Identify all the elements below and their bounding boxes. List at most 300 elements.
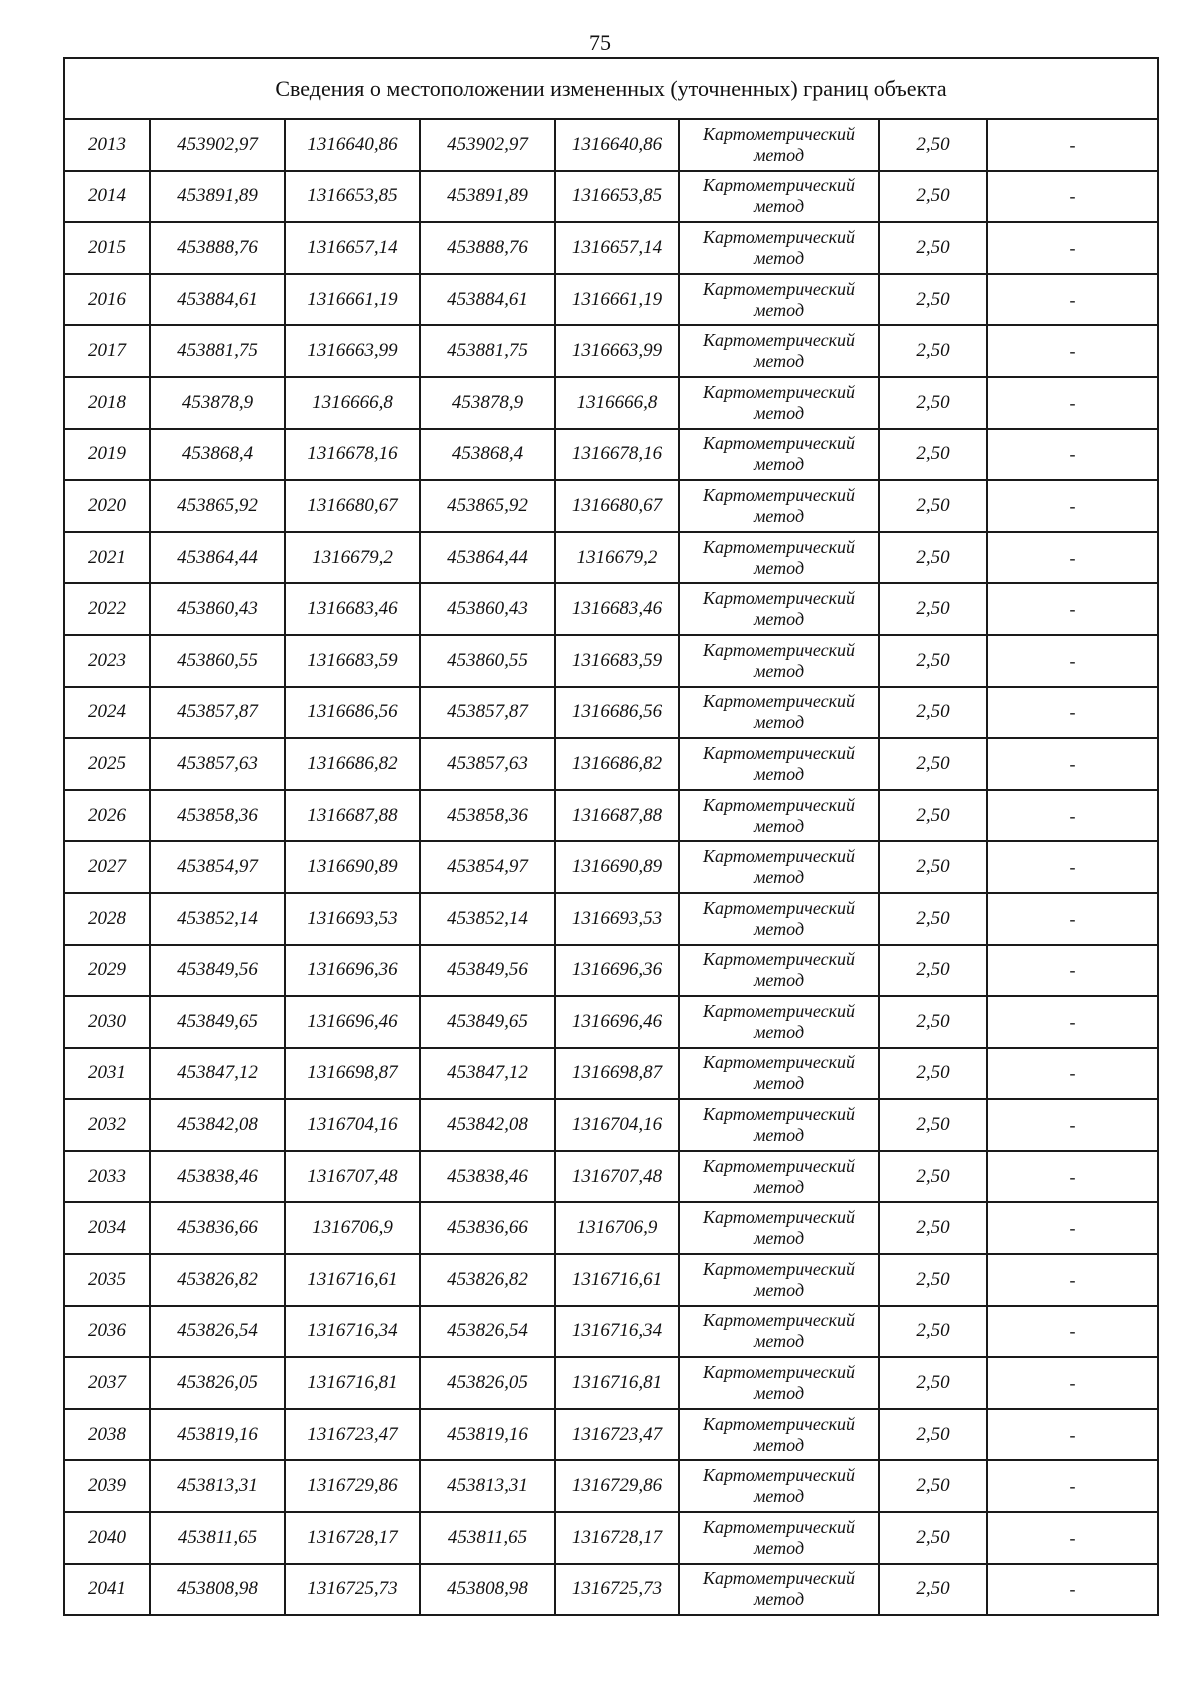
y-coordinate-new-cell: 1316666,8 (555, 377, 679, 429)
y-coordinate-new-cell: 1316687,88 (555, 790, 679, 842)
accuracy-cell: 2,50 (879, 171, 987, 223)
note-cell: - (987, 119, 1158, 171)
y-coordinate-new-cell: 1316729,86 (555, 1460, 679, 1512)
y-coordinate-new-cell: 1316716,61 (555, 1254, 679, 1306)
method-line-1: Картометрический (702, 433, 855, 454)
method-cell (679, 1460, 879, 1512)
method-line-1: Картометрический (702, 1207, 855, 1228)
note-cell: - (987, 1357, 1158, 1409)
accuracy-cell: 2,50 (879, 1512, 987, 1564)
accuracy-cell: 2,50 (879, 996, 987, 1048)
accuracy-cell: 2,50 (879, 119, 987, 171)
method-cell (679, 1357, 879, 1409)
method-line-1: Картометрический (702, 330, 855, 351)
y-coordinate-new-cell: 1316704,16 (555, 1099, 679, 1151)
method-cell (679, 1512, 879, 1564)
accuracy-cell: 2,50 (879, 274, 987, 326)
note-cell: - (987, 532, 1158, 584)
method-cell (679, 635, 879, 687)
method-cell (679, 790, 879, 842)
y-coordinate-new-cell: 1316683,59 (555, 635, 679, 687)
method-line-1: Картометрический (702, 1258, 855, 1279)
x-coordinate-cell: 453811,65 (150, 1512, 285, 1564)
x-coordinate-cell: 453842,08 (150, 1099, 285, 1151)
table-row (64, 583, 1158, 635)
note-cell: - (987, 945, 1158, 997)
point-number-cell: 2017 (64, 325, 150, 377)
point-number-cell: 2024 (64, 687, 150, 739)
table-row (64, 325, 1158, 377)
x-coordinate-new-cell: 453842,08 (420, 1099, 555, 1151)
y-coordinate-cell: 1316679,2 (285, 532, 420, 584)
method-line-2: метод (753, 1331, 805, 1352)
table-row (64, 429, 1158, 481)
method-line-2: метод (753, 402, 805, 423)
note-cell: - (987, 480, 1158, 532)
y-coordinate-new-cell: 1316657,14 (555, 222, 679, 274)
x-coordinate-cell: 453849,65 (150, 996, 285, 1048)
note-cell: - (987, 635, 1158, 687)
method-cell (679, 841, 879, 893)
method-line-1: Картометрический (702, 123, 855, 144)
method-cell (679, 1564, 879, 1616)
x-coordinate-new-cell: 453860,43 (420, 583, 555, 635)
x-coordinate-cell: 453813,31 (150, 1460, 285, 1512)
note-cell: - (987, 274, 1158, 326)
accuracy-cell: 2,50 (879, 841, 987, 893)
method-line-2: метод (753, 660, 805, 681)
x-coordinate-new-cell: 453858,36 (420, 790, 555, 842)
method-cell (679, 996, 879, 1048)
table-row (64, 945, 1158, 997)
method-line-2: метод (753, 1383, 805, 1404)
table-row (64, 171, 1158, 223)
x-coordinate-new-cell: 453849,65 (420, 996, 555, 1048)
x-coordinate-cell: 453857,63 (150, 738, 285, 790)
method-line-2: метод (753, 454, 805, 475)
x-coordinate-new-cell: 453847,12 (420, 1048, 555, 1100)
method-line-2: метод (753, 196, 805, 217)
note-cell: - (987, 377, 1158, 429)
boundary-coordinates-table (63, 57, 1159, 1616)
x-coordinate-cell: 453847,12 (150, 1048, 285, 1100)
accuracy-cell: 2,50 (879, 790, 987, 842)
y-coordinate-new-cell: 1316661,19 (555, 274, 679, 326)
point-number-cell: 2032 (64, 1099, 150, 1151)
method-line-1: Картометрический (702, 1052, 855, 1073)
point-number-cell: 2041 (64, 1564, 150, 1616)
method-cell (679, 738, 879, 790)
note-cell: - (987, 429, 1158, 481)
x-coordinate-new-cell: 453881,75 (420, 325, 555, 377)
table-row (64, 738, 1158, 790)
point-number-cell: 2035 (64, 1254, 150, 1306)
x-coordinate-cell: 453860,55 (150, 635, 285, 687)
y-coordinate-cell: 1316707,48 (285, 1151, 420, 1203)
x-coordinate-cell: 453881,75 (150, 325, 285, 377)
table-row (64, 1254, 1158, 1306)
x-coordinate-cell: 453865,92 (150, 480, 285, 532)
y-coordinate-cell: 1316686,82 (285, 738, 420, 790)
accuracy-cell: 2,50 (879, 1409, 987, 1461)
accuracy-cell: 2,50 (879, 1306, 987, 1358)
y-coordinate-cell: 1316683,59 (285, 635, 420, 687)
point-number-cell: 2018 (64, 377, 150, 429)
y-coordinate-cell: 1316687,88 (285, 790, 420, 842)
y-coordinate-cell: 1316706,9 (285, 1202, 420, 1254)
method-cell (679, 1048, 879, 1100)
method-line-2: метод (753, 970, 805, 991)
method-line-2: метод (753, 1434, 805, 1455)
x-coordinate-cell: 453836,66 (150, 1202, 285, 1254)
note-cell: - (987, 1202, 1158, 1254)
table-row (64, 1512, 1158, 1564)
method-cell (679, 222, 879, 274)
method-line-1: Картометрический (702, 1568, 855, 1589)
method-cell (679, 429, 879, 481)
method-line-2: метод (753, 1073, 805, 1094)
note-cell: - (987, 325, 1158, 377)
point-number-cell: 2036 (64, 1306, 150, 1358)
note-cell: - (987, 996, 1158, 1048)
x-coordinate-cell: 453854,97 (150, 841, 285, 893)
x-coordinate-new-cell: 453902,97 (420, 119, 555, 171)
table-title: Сведения о местоположении измененных (уточненных) границ объекта (64, 58, 1158, 119)
note-cell: - (987, 1254, 1158, 1306)
y-coordinate-cell: 1316666,8 (285, 377, 420, 429)
accuracy-cell: 2,50 (879, 1564, 987, 1616)
accuracy-cell: 2,50 (879, 1202, 987, 1254)
method-line-1: Картометрический (702, 639, 855, 660)
x-coordinate-new-cell: 453836,66 (420, 1202, 555, 1254)
y-coordinate-cell: 1316657,14 (285, 222, 420, 274)
method-line-2: метод (753, 1125, 805, 1146)
method-line-1: Картометрический (702, 1465, 855, 1486)
x-coordinate-new-cell: 453891,89 (420, 171, 555, 223)
x-coordinate-new-cell: 453857,63 (420, 738, 555, 790)
accuracy-cell: 2,50 (879, 1460, 987, 1512)
note-cell: - (987, 893, 1158, 945)
x-coordinate-cell: 453852,14 (150, 893, 285, 945)
y-coordinate-new-cell: 1316653,85 (555, 171, 679, 223)
x-coordinate-cell: 453888,76 (150, 222, 285, 274)
table-row (64, 893, 1158, 945)
method-cell (679, 1099, 879, 1151)
method-cell (679, 171, 879, 223)
method-line-2: метод (753, 1537, 805, 1558)
y-coordinate-cell: 1316686,56 (285, 687, 420, 739)
table-row (64, 790, 1158, 842)
note-cell: - (987, 841, 1158, 893)
x-coordinate-new-cell: 453868,4 (420, 429, 555, 481)
method-cell (679, 893, 879, 945)
table-row (64, 1151, 1158, 1203)
point-number-cell: 2028 (64, 893, 150, 945)
x-coordinate-new-cell: 453826,05 (420, 1357, 555, 1409)
x-coordinate-new-cell: 453854,97 (420, 841, 555, 893)
x-coordinate-cell: 453878,9 (150, 377, 285, 429)
x-coordinate-new-cell: 453860,55 (420, 635, 555, 687)
accuracy-cell: 2,50 (879, 1151, 987, 1203)
x-coordinate-cell: 453826,54 (150, 1306, 285, 1358)
method-line-2: метод (753, 1021, 805, 1042)
note-cell: - (987, 790, 1158, 842)
method-cell (679, 1254, 879, 1306)
table-row (64, 274, 1158, 326)
method-cell (679, 274, 879, 326)
y-coordinate-new-cell: 1316696,46 (555, 996, 679, 1048)
note-cell: - (987, 583, 1158, 635)
table-body (64, 58, 1158, 1615)
method-line-1: Картометрический (702, 175, 855, 196)
method-line-2: метод (753, 1279, 805, 1300)
accuracy-cell: 2,50 (879, 635, 987, 687)
table-row (64, 635, 1158, 687)
method-line-2: метод (753, 815, 805, 836)
x-coordinate-cell: 453819,16 (150, 1409, 285, 1461)
method-line-2: метод (753, 247, 805, 268)
method-line-1: Картометрический (702, 1000, 855, 1021)
point-number-cell: 2016 (64, 274, 150, 326)
accuracy-cell: 2,50 (879, 480, 987, 532)
table-row (64, 377, 1158, 429)
note-cell: - (987, 1460, 1158, 1512)
method-line-1: Картометрический (702, 1516, 855, 1537)
point-number-cell: 2029 (64, 945, 150, 997)
method-line-1: Картометрический (702, 588, 855, 609)
method-line-2: метод (753, 1486, 805, 1507)
page-number: 75 (589, 30, 611, 55)
x-coordinate-cell: 453858,36 (150, 790, 285, 842)
y-coordinate-cell: 1316716,61 (285, 1254, 420, 1306)
table-row (64, 1306, 1158, 1358)
point-number-cell: 2023 (64, 635, 150, 687)
y-coordinate-new-cell: 1316725,73 (555, 1564, 679, 1616)
table-row (64, 222, 1158, 274)
method-cell (679, 687, 879, 739)
note-cell: - (987, 687, 1158, 739)
note-cell: - (987, 1099, 1158, 1151)
note-cell: - (987, 1409, 1158, 1461)
accuracy-cell: 2,50 (879, 532, 987, 584)
x-coordinate-cell: 453849,56 (150, 945, 285, 997)
method-line-2: метод (753, 144, 805, 165)
x-coordinate-new-cell: 453849,56 (420, 945, 555, 997)
y-coordinate-new-cell: 1316640,86 (555, 119, 679, 171)
point-number-cell: 2025 (64, 738, 150, 790)
x-coordinate-cell: 453884,61 (150, 274, 285, 326)
x-coordinate-new-cell: 453826,54 (420, 1306, 555, 1358)
y-coordinate-cell: 1316696,46 (285, 996, 420, 1048)
method-line-2: метод (753, 505, 805, 526)
table-row (64, 1409, 1158, 1461)
x-coordinate-cell: 453891,89 (150, 171, 285, 223)
method-line-1: Картометрический (702, 278, 855, 299)
y-coordinate-new-cell: 1316686,56 (555, 687, 679, 739)
y-coordinate-cell: 1316723,47 (285, 1409, 420, 1461)
table-row (64, 687, 1158, 739)
point-number-cell: 2020 (64, 480, 150, 532)
method-cell (679, 325, 879, 377)
point-number-cell: 2015 (64, 222, 150, 274)
table-row (64, 119, 1158, 171)
y-coordinate-cell: 1316696,36 (285, 945, 420, 997)
y-coordinate-cell: 1316640,86 (285, 119, 420, 171)
method-line-1: Картометрический (702, 742, 855, 763)
point-number-cell: 2040 (64, 1512, 150, 1564)
note-cell: - (987, 222, 1158, 274)
table-row (64, 1357, 1158, 1409)
accuracy-cell: 2,50 (879, 687, 987, 739)
method-cell (679, 480, 879, 532)
table-row (64, 841, 1158, 893)
x-coordinate-new-cell: 453808,98 (420, 1564, 555, 1616)
x-coordinate-new-cell: 453884,61 (420, 274, 555, 326)
x-coordinate-cell: 453868,4 (150, 429, 285, 481)
x-coordinate-new-cell: 453811,65 (420, 1512, 555, 1564)
method-line-2: метод (753, 557, 805, 578)
accuracy-cell: 2,50 (879, 583, 987, 635)
point-number-cell: 2013 (64, 119, 150, 171)
point-number-cell: 2033 (64, 1151, 150, 1203)
point-number-cell: 2030 (64, 996, 150, 1048)
y-coordinate-cell: 1316680,67 (285, 480, 420, 532)
method-line-1: Картометрический (702, 1362, 855, 1383)
accuracy-cell: 2,50 (879, 1357, 987, 1409)
point-number-cell: 2039 (64, 1460, 150, 1512)
x-coordinate-new-cell: 453826,82 (420, 1254, 555, 1306)
x-coordinate-cell: 453808,98 (150, 1564, 285, 1616)
note-cell: - (987, 1306, 1158, 1358)
y-coordinate-new-cell: 1316679,2 (555, 532, 679, 584)
note-cell: - (987, 1048, 1158, 1100)
y-coordinate-cell: 1316690,89 (285, 841, 420, 893)
accuracy-cell: 2,50 (879, 377, 987, 429)
y-coordinate-cell: 1316728,17 (285, 1512, 420, 1564)
y-coordinate-cell: 1316653,85 (285, 171, 420, 223)
method-line-1: Картометрический (702, 484, 855, 505)
method-line-1: Картометрический (702, 846, 855, 867)
method-cell (679, 1306, 879, 1358)
point-number-cell: 2038 (64, 1409, 150, 1461)
y-coordinate-new-cell: 1316680,67 (555, 480, 679, 532)
note-cell: - (987, 1151, 1158, 1203)
point-number-cell: 2019 (64, 429, 150, 481)
x-coordinate-new-cell: 453878,9 (420, 377, 555, 429)
x-coordinate-new-cell: 453813,31 (420, 1460, 555, 1512)
x-coordinate-cell: 453826,05 (150, 1357, 285, 1409)
method-line-2: метод (753, 1228, 805, 1249)
method-line-2: метод (753, 299, 805, 320)
method-cell (679, 945, 879, 997)
y-coordinate-new-cell: 1316706,9 (555, 1202, 679, 1254)
point-number-cell: 2037 (64, 1357, 150, 1409)
x-coordinate-cell: 453860,43 (150, 583, 285, 635)
table-title-row (64, 58, 1158, 119)
method-line-1: Картометрический (702, 536, 855, 557)
note-cell: - (987, 1512, 1158, 1564)
method-line-1: Картометрический (702, 1104, 855, 1125)
point-number-cell: 2034 (64, 1202, 150, 1254)
x-coordinate-cell: 453826,82 (150, 1254, 285, 1306)
y-coordinate-cell: 1316683,46 (285, 583, 420, 635)
method-line-1: Картометрический (702, 949, 855, 970)
accuracy-cell: 2,50 (879, 222, 987, 274)
accuracy-cell: 2,50 (879, 1254, 987, 1306)
method-cell (679, 1151, 879, 1203)
y-coordinate-new-cell: 1316683,46 (555, 583, 679, 635)
y-coordinate-new-cell: 1316678,16 (555, 429, 679, 481)
table-row (64, 1048, 1158, 1100)
y-coordinate-cell: 1316698,87 (285, 1048, 420, 1100)
y-coordinate-cell: 1316729,86 (285, 1460, 420, 1512)
y-coordinate-new-cell: 1316690,89 (555, 841, 679, 893)
y-coordinate-cell: 1316716,34 (285, 1306, 420, 1358)
y-coordinate-new-cell: 1316723,47 (555, 1409, 679, 1461)
table-row (64, 1202, 1158, 1254)
y-coordinate-cell: 1316716,81 (285, 1357, 420, 1409)
method-line-1: Картометрический (702, 226, 855, 247)
point-number-cell: 2022 (64, 583, 150, 635)
y-coordinate-new-cell: 1316716,34 (555, 1306, 679, 1358)
method-cell (679, 583, 879, 635)
y-coordinate-new-cell: 1316663,99 (555, 325, 679, 377)
point-number-cell: 2027 (64, 841, 150, 893)
y-coordinate-new-cell: 1316716,81 (555, 1357, 679, 1409)
table-row (64, 1460, 1158, 1512)
note-cell: - (987, 171, 1158, 223)
y-coordinate-new-cell: 1316698,87 (555, 1048, 679, 1100)
table-row (64, 480, 1158, 532)
method-cell (679, 119, 879, 171)
x-coordinate-cell: 453838,46 (150, 1151, 285, 1203)
method-cell (679, 532, 879, 584)
method-line-2: метод (753, 867, 805, 888)
accuracy-cell: 2,50 (879, 429, 987, 481)
y-coordinate-new-cell: 1316728,17 (555, 1512, 679, 1564)
y-coordinate-new-cell: 1316696,36 (555, 945, 679, 997)
table-row (64, 1099, 1158, 1151)
method-cell (679, 1409, 879, 1461)
y-coordinate-cell: 1316704,16 (285, 1099, 420, 1151)
method-line-2: метод (753, 712, 805, 733)
x-coordinate-cell: 453864,44 (150, 532, 285, 584)
y-coordinate-cell: 1316663,99 (285, 325, 420, 377)
table-row (64, 996, 1158, 1048)
y-coordinate-cell: 1316661,19 (285, 274, 420, 326)
x-coordinate-cell: 453902,97 (150, 119, 285, 171)
method-line-1: Картометрический (702, 897, 855, 918)
method-line-1: Картометрический (702, 1413, 855, 1434)
table-row (64, 1564, 1158, 1616)
point-number-cell: 2026 (64, 790, 150, 842)
accuracy-cell: 2,50 (879, 738, 987, 790)
accuracy-cell: 2,50 (879, 945, 987, 997)
method-cell (679, 1202, 879, 1254)
method-line-2: метод (753, 918, 805, 939)
x-coordinate-new-cell: 453888,76 (420, 222, 555, 274)
method-line-2: метод (753, 609, 805, 630)
method-line-2: метод (753, 763, 805, 784)
x-coordinate-new-cell: 453864,44 (420, 532, 555, 584)
point-number-cell: 2031 (64, 1048, 150, 1100)
note-cell: - (987, 1564, 1158, 1616)
table-row (64, 532, 1158, 584)
x-coordinate-new-cell: 453852,14 (420, 893, 555, 945)
accuracy-cell: 2,50 (879, 893, 987, 945)
method-line-2: метод (753, 1589, 805, 1610)
method-line-1: Картометрический (702, 1155, 855, 1176)
